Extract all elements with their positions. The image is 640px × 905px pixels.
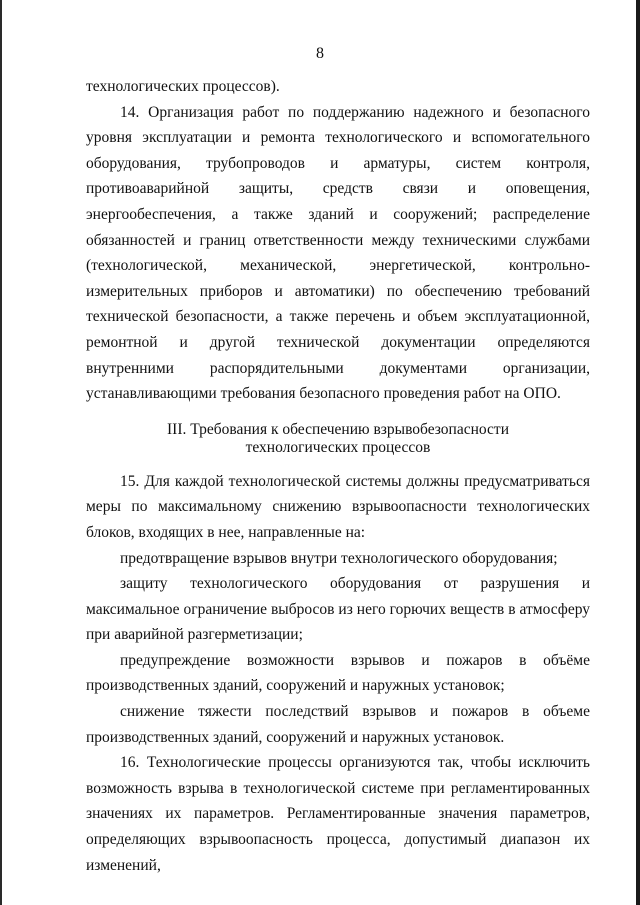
section-heading-line1: III. Требования к обеспечению взрывобезопасности [167, 420, 509, 438]
list-item-reduction: снижение тяжести последствий взрывов и пожаров в объеме производственных зданий, сооружений и наружных установок. [86, 703, 590, 746]
list-item-warning: предупреждение возможности взрывов и пожаров в объёме производственных зданий, сооружений и наружных установок; [86, 651, 590, 695]
paragraph-14: 14. Организация работ по поддержанию надежного и безопасного уровня эксплуатации и ремонта технологического и вспомогательного оборудования, трубопроводов и арматуры, систем контроля, противоаварийной защиты, средств связи и оповещения, энергообеспечения, а также зданий и сооружений; распределение обязанностей и границ ответственности между техническими службами (технологической, механической, энергетической, контрольно-измерительных приборов и автоматики) по обеспечению требований технической безопасности, а также перечень и объем эксплуатационной, ремонтной и другой технической документации определяются внутренними распорядительными документами организации, устанавливающими требования безопасного проведения работ на ОПО. [86, 103, 590, 403]
document-body [86, 74, 590, 878]
list-item-protection: защиту технологического оборудования от разрушения и максимальное ограничение выбросов из него горючих веществ в атмосферу при аварийной разгерметизации; [86, 575, 590, 644]
paragraph-continuation: технологических процессов). [86, 78, 280, 95]
section-heading-line2: технологических процессов [245, 438, 431, 456]
scan-border-left [0, 0, 2, 905]
page-number: 8 [316, 45, 324, 62]
paragraph-16: 16. Технологические процессы организуются так, чтобы исключить возможность взрыва в технологической системе при регламентированных значениях их параметров. Регламентированные значения параметров, определяющих взрывоопасность процесса, допустимый диапазон их изменений, [86, 754, 590, 874]
scan-border-right [636, 0, 640, 905]
list-item-prevention: предотвращение взрывов внутри технологического оборудования; [120, 549, 558, 567]
section-heading [86, 421, 590, 457]
paragraph-15: 15. Для каждой технологической системы должны предусматриваться меры по максимальному снижению взрывоопасности технологических блоков, входящих в нее, направленные на: [86, 472, 590, 541]
